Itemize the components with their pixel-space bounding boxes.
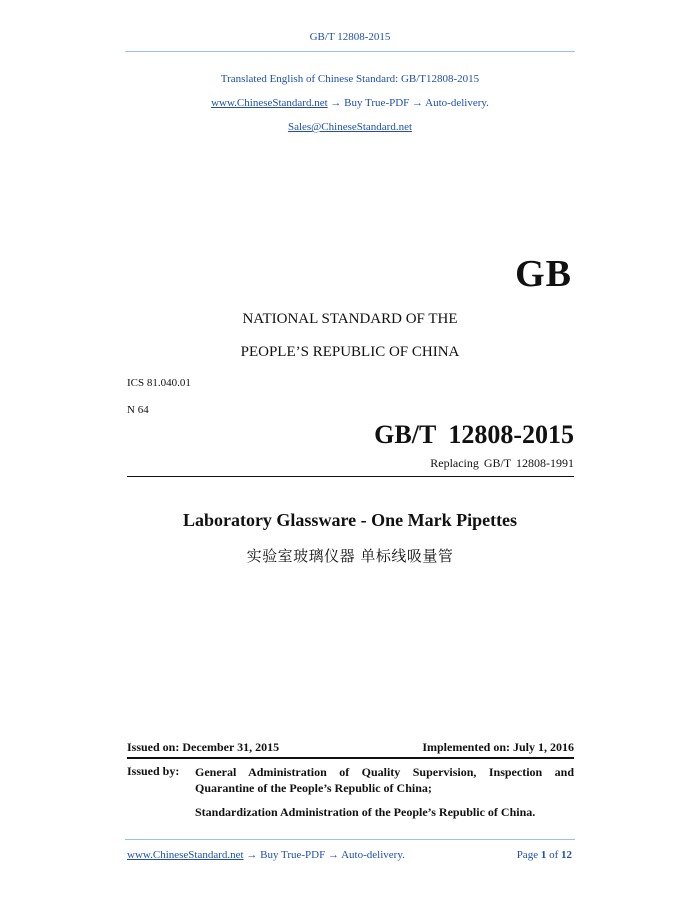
title-divider (127, 476, 574, 477)
national-standard-line1: NATIONAL STANDARD OF THE (242, 311, 458, 327)
issue-divider (127, 757, 574, 759)
footer-website-link[interactable]: www.ChineseStandard.net (127, 849, 244, 861)
gb-logo: GB (515, 253, 572, 295)
page-number: 1 (540, 849, 547, 861)
replacing-note: Replacing GB/T 12808-1991 (430, 456, 574, 470)
ccs-code: N 64 (127, 404, 149, 416)
page-indicator (517, 849, 572, 861)
standard-code: GB/T 12808-2015 (374, 420, 574, 449)
page-total: 12 (561, 849, 572, 861)
email-link[interactable]: Sales@ChineseStandard.net (287, 121, 413, 133)
header-divider (125, 51, 575, 52)
title-chinese: 实验室玻璃仪器 单标线吸量管 (246, 547, 454, 565)
issued-by-label: Issued by: (127, 764, 180, 778)
issued-date: Issued on: December 31, 2015 (127, 740, 280, 754)
footer-buy-text: → Buy True-PDF → Auto-delivery. (246, 849, 405, 861)
promo-line (0, 97, 700, 109)
page-label: Page (516, 849, 539, 861)
issued-by-authority-1: General Administration of Quality Supervision, Inspection and Quarantine of the People’s Republic of China; (195, 765, 574, 795)
implemented-date: Implemented on: July 1, 2016 (422, 740, 574, 754)
translation-notice: Translated English of Chinese Standard: GB/T12808-2015 (220, 73, 480, 85)
buy-text: → Buy True-PDF → Auto-delivery. (330, 97, 489, 109)
title-english: Laboratory Glassware - One Mark Pipettes (182, 510, 518, 530)
website-link[interactable]: www.ChineseStandard.net (211, 97, 328, 109)
national-standard-line2: PEOPLE’S REPUBLIC OF CHINA (240, 344, 460, 360)
footer-divider (125, 839, 575, 840)
issued-by-authority-2: Standardization Administration of the People’s Republic of China. (195, 805, 536, 819)
email-line (0, 121, 700, 133)
running-header-title: GB/T 12808-2015 (309, 31, 391, 43)
ics-code: ICS 81.040.01 (127, 377, 191, 389)
of-label: of (549, 849, 559, 861)
footer-promo (127, 849, 405, 861)
